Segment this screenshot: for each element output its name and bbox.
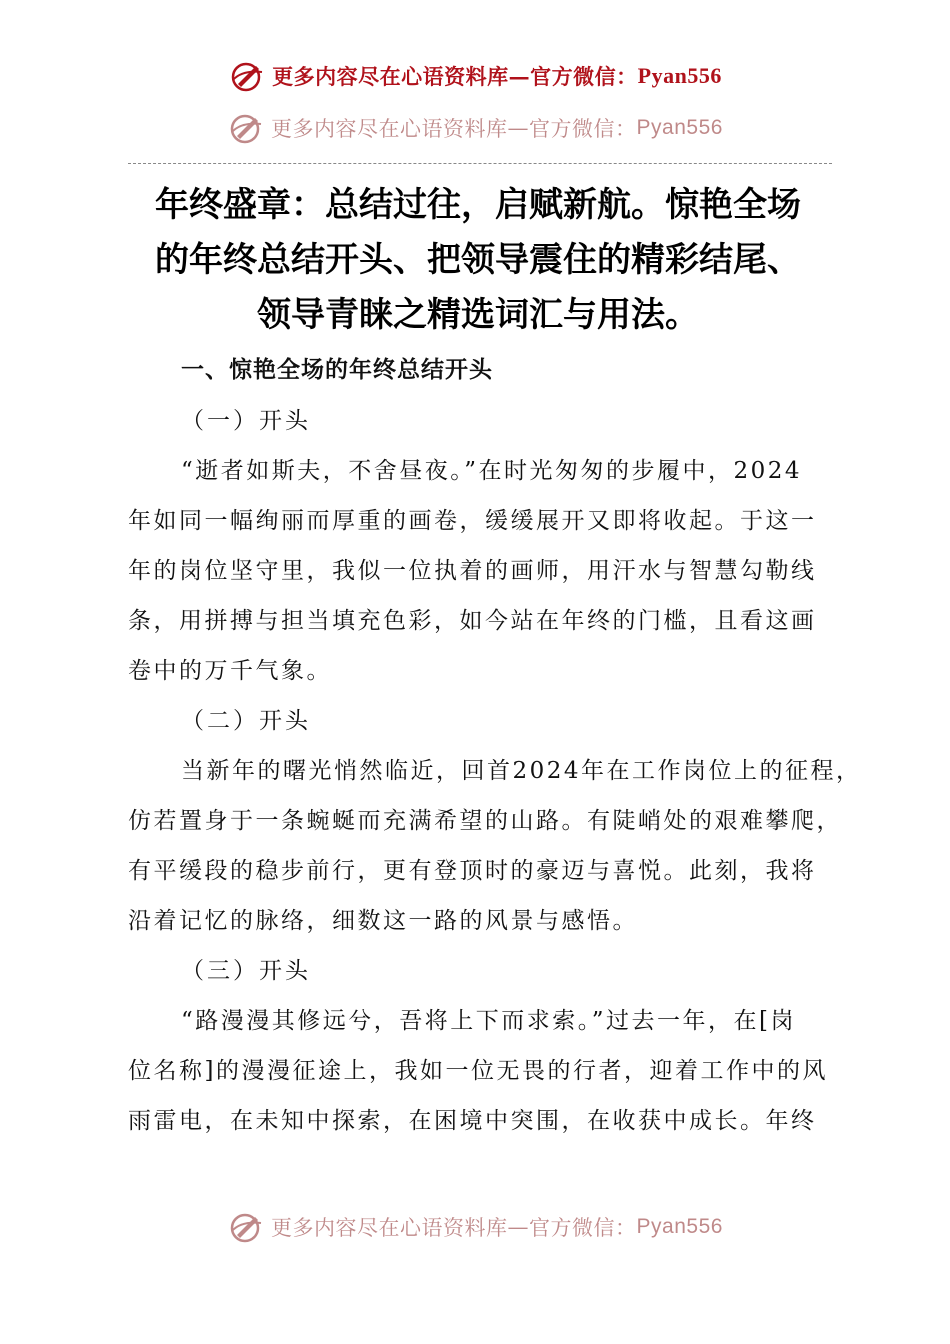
paragraph-line: 沿着记忆的脉络，细数这一路的风景与感悟。 xyxy=(128,908,638,934)
footer-separator: — xyxy=(507,1215,530,1239)
paragraph-line: 卷中的万千气象。 xyxy=(128,658,332,684)
paragraph-line: 仿若置身于一条蜿蜒而充满希望的山路。有陡峭处的艰难攀爬， xyxy=(128,808,842,834)
header-wechat-label: 官方微信： xyxy=(530,64,638,89)
document-title xyxy=(118,178,838,343)
title-line: 的年终总结开头、把领导震住的精彩结尾、 xyxy=(155,240,801,280)
footer-wechat-label: 官方微信： xyxy=(529,1216,637,1240)
pen-logo-icon xyxy=(228,60,268,92)
header-divider xyxy=(128,163,832,164)
watermark-wechat-label: 官方微信： xyxy=(529,117,637,141)
paragraph-line: “路漫漫其修远兮，吾将上下而求索。”过去一年，在[岗 xyxy=(181,1008,796,1034)
watermark-site-text: 更多内容尽在心语资料库 xyxy=(271,117,508,141)
section-heading: 一、惊艳全场的年终总结开头 xyxy=(181,357,493,383)
subheading-3: （三）开头 xyxy=(181,958,311,984)
subheading-2: （二）开头 xyxy=(181,708,311,734)
paragraph-line: 年的岗位坚守里，我似一位执着的画师，用汗水与智慧勾勒线 xyxy=(128,558,817,584)
title-line: 年终盛章：总结过往，启赋新航。惊艳全场 xyxy=(155,185,801,225)
paragraph-line: 条，用拼搏与担当填充色彩，如今站在年终的门槛，且看这画 xyxy=(128,608,817,634)
paragraph-line: 位名称]的漫漫征途上，我如一位无畏的行者，迎着工作中的风 xyxy=(128,1058,828,1084)
paragraph-line: “逝者如斯夫，不舍昼夜。”在时光匆匆的步履中，2024 xyxy=(181,458,803,484)
header-banner xyxy=(0,60,950,92)
paragraph-line: 当新年的曙光悄然临近，回首2024年在工作岗位上的征程， xyxy=(181,758,862,784)
paragraph-line: 雨雷电，在未知中探索，在困境中突围，在收获中成长。年终 xyxy=(128,1108,817,1134)
watermark-wechat-id: Pyan556 xyxy=(636,116,723,139)
header-site-text: 更多内容尽在心语资料库 xyxy=(272,64,509,89)
footer-banner xyxy=(0,1211,950,1243)
watermark-separator: — xyxy=(507,116,530,140)
footer-wechat-id: Pyan556 xyxy=(636,1215,723,1238)
header-separator: — xyxy=(508,63,531,89)
pen-logo-icon xyxy=(227,1211,267,1243)
pen-logo-icon xyxy=(227,112,267,144)
title-line: 领导青睐之精选词汇与用法。 xyxy=(257,295,699,335)
subheading-1: （一）开头 xyxy=(181,408,311,434)
paragraph-line: 有平缓段的稳步前行，更有登顶时的豪迈与喜悦。此刻，我将 xyxy=(128,858,817,884)
footer-site-text: 更多内容尽在心语资料库 xyxy=(271,1216,508,1240)
paragraph-line: 年如同一幅绚丽而厚重的画卷，缓缓展开又即将收起。于这一 xyxy=(128,508,817,534)
header-wechat-id: Pyan556 xyxy=(637,63,722,88)
watermark-banner xyxy=(0,112,950,144)
